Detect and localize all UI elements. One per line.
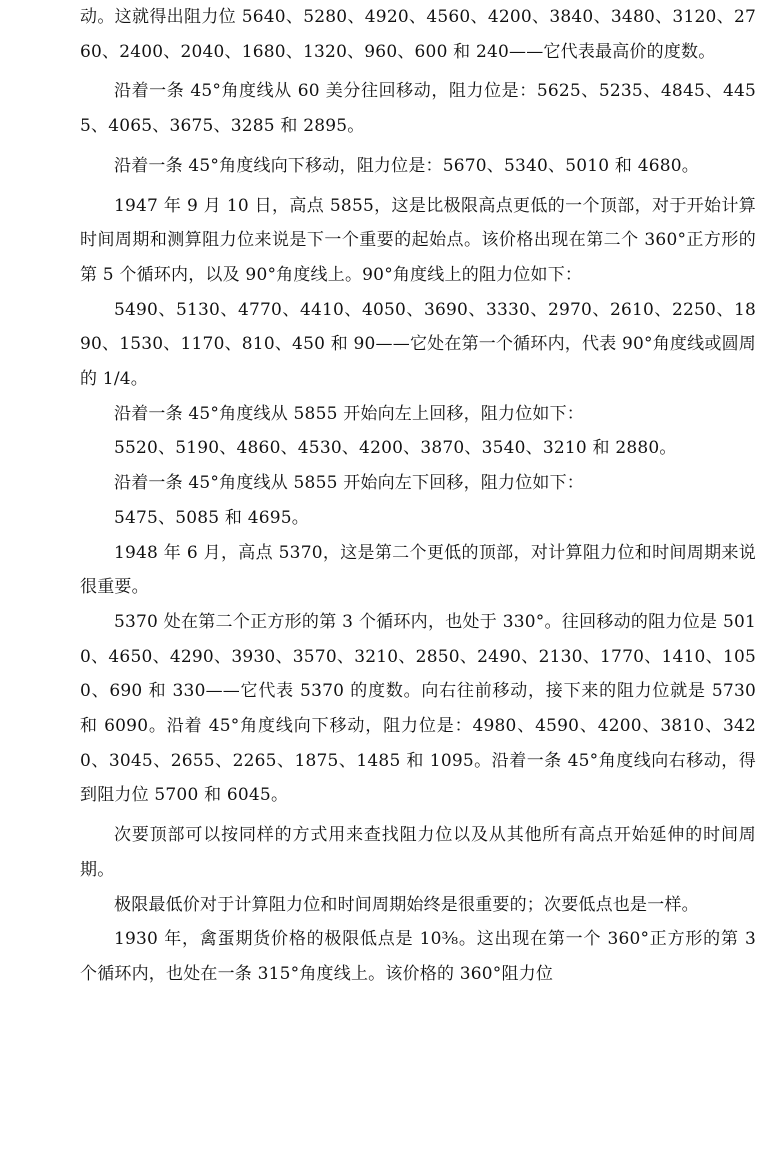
paragraph-2: 沿着一条 45°角度线从 60 美分往回移动，阻力位是：5625、5235、4845、4455、4065、3675、3285 和 2895。: [80, 81, 756, 137]
paragraph-13: 极限最低价对于计算阻力位和时间周期始终是很重要的；次要低点也是一样。: [114, 894, 699, 915]
paragraph-6: 沿着一条 45°角度线从 5855 开始向左上回移，阻力位如下：: [114, 403, 585, 424]
paragraph-9: 5475、5085 和 4695。: [114, 507, 309, 528]
paragraph-11: 5370 处在第二个正方形的第 3 个循环内，也处于 330°。往回移动的阻力位是 5010、4650、4290、3930、3570、3210、2850、2490、2130、1770、1410、1050、690 和 330——它代表 5370 的度数。向右往前移动，接下来的阻力位就是 5730 和 6090。沿着 45°角度线向下移动，阻力位是：4980、4590、4200、3810、3420、3045、2655、2265、1875、1485 和 1095。沿着一条 45°角度线向右移动，得到阻力位 5700 和 6045。: [80, 611, 756, 806]
paragraph-7: 5520、5190、4860、4530、4200、3870、3540、3210 和 2880。: [114, 438, 677, 459]
paragraph-8: 沿着一条 45°角度线从 5855 开始向左下回移，阻力位如下：: [114, 473, 585, 494]
paragraph-4: 1947 年 9 月 10 日，高点 5855，这是比极限高点更低的一个顶部，对于开始计算时间周期和测算阻力位来说是下一个重要的起始点。该价格出现在第二个 360°正方形的第 5 个循环内，以及 90°角度线上。90°角度线上的阻力位如下：: [80, 195, 756, 285]
paragraph-14: 1930 年，禽蛋期货价格的极限低点是 10⅜。这出现在第一个 360°正方形的第 3 个循环内，也处在一条 315°角度线上。该价格的 360°阻力位: [80, 929, 756, 984]
paragraph-3: 沿着一条 45°角度线向下移动，阻力位是：5670、5340、5010 和 4680。: [114, 155, 699, 176]
paragraph-12: 次要顶部可以按同样的方式用来查找阻力位以及从其他所有高点开始延伸的时间周期。: [80, 825, 756, 880]
paragraph-10: 1948 年 6 月，高点 5370，这是第二个更低的顶部，对计算阻力位和时间周期来说很重要。: [80, 542, 756, 598]
paragraph-1: 动。这就得出阻力位 5640、5280、4920、4560、4200、3840、3480、3120、2760、2400、2040、1680、1320、960、600 和 240——它代表最高价的度数。: [80, 7, 756, 62]
document-page: [80, 0, 756, 992]
paragraph-5: 5490、5130、4770、4410、4050、3690、3330、2970、2610、2250、1890、1530、1170、810、450 和 90——它处在第一个循环内，代表 90°角度线或圆周的 1/4。: [80, 299, 756, 390]
